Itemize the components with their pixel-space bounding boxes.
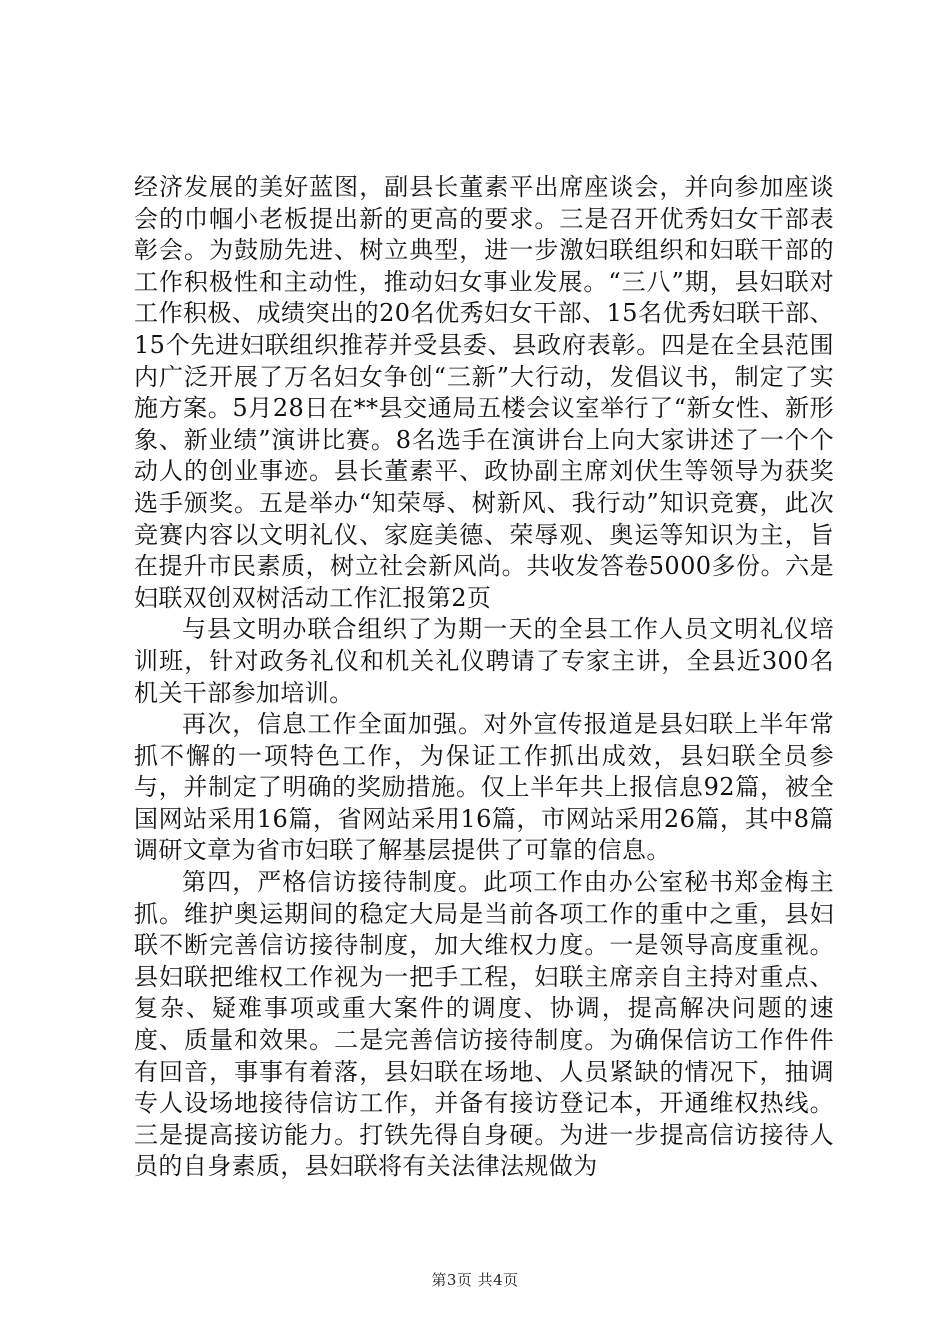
paragraph-etiquette-training: 与县文明办联合组织了为期一天的全县工作人员文明礼仪培训班，针对政务礼仪和机关礼仪聘请了专家主讲，全县近300名机关干部参加培训。	[134, 615, 834, 707]
paragraph-information-work: 再次，信息工作全面加强。对外宣传报道是县妇联上半年常抓不懈的一项特色工作，为保证工作抓出成效，县妇联全员参与，并制定了明确的奖励措施。仅上半年共上报信息92篇，被全国网站采用16篇，省网站采用16篇，市网站采用26篇，其中8篇调研文章为省市妇联了解基层提供了可靠的信息。	[134, 710, 834, 865]
document-body	[134, 172, 834, 1183]
paragraph-continued: 经济发展的美好蓝图，副县长董素平出席座谈会，并向参加座谈会的巾帼小老板提出新的更高的要求。三是召开优秀妇女干部表彰会。为鼓励先进、树立典型，进一步激妇联组织和妇联干部的工作积极性和主动性，推动妇女事业发展。“三八”期，县妇联对工作积极、成绩突出的20名优秀妇女干部、15名优秀妇联干部、15个先进妇联组织推荐并受县委、县政府表彰。四是在全县范围内广泛开展了万名妇女争创“三新”大行动，发倡议书，制定了实施方案。5月28日在**县交通局五楼会议室举行了“新女性、新形象、新业绩”演讲比赛。8名选手在演讲台上向大家讲述了一个个动人的创业事迹。县长董素平、政协副主席刘伏生等领导为获奖选手颁奖。五是举办“知荣辱、树新风、我行动”知识竞赛，此次竞赛内容以文明礼仪、家庭美德、荣辱观、奥运等知识为主，旨在提升市民素质，树立社会新风尚。共收发答卷5000多份。六是妇联双创双树活动工作汇报第2页	[134, 173, 834, 612]
page-footer: 第3页 共4页	[431, 1271, 519, 1289]
paragraph-petition-reception: 第四，严格信访接待制度。此项工作由办公室秘书郑金梅主抓。维护奥运期间的稳定大局是当前各项工作的重中之重，县妇联不断完善信访接待制度，加大维权力度。一是领导高度重视。县妇联把维权工作视为一把手工程，妇联主席亲自主持对重点、复杂、疑难事项或重大案件的调度、协调，提高解决问题的速度、质量和效果。二是完善信访接待制度。为确保信访工作件件有回音，事事有着落，县妇联在场地、人员紧缺的情况下，抽调专人设场地接待信访工作，并备有接访登记本，开通维权热线。三是提高接访能力。打铁先得自身硬。为进一步提高信访接待人员的自身素质，县妇联将有关法律法规做为	[134, 868, 834, 1181]
